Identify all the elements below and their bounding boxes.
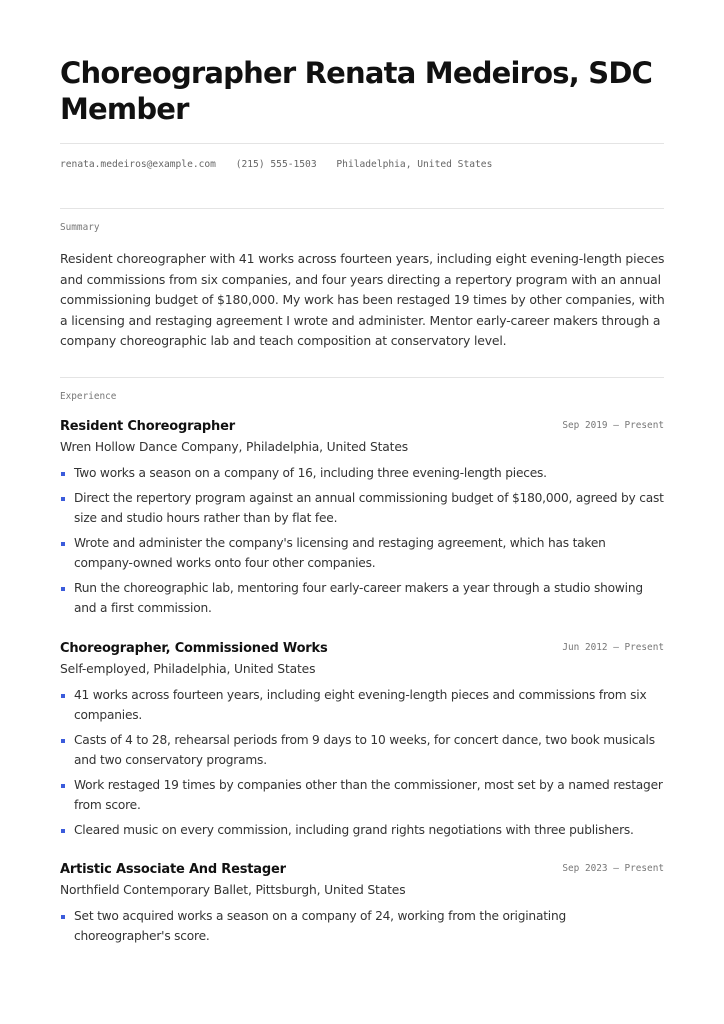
bullet-item: Set two acquired works a season on a company of 24, working from the originating choreographer's score. bbox=[60, 906, 664, 946]
summary-divider bbox=[60, 377, 664, 378]
job-dates: Sep 2019 — Present bbox=[562, 420, 664, 431]
contact-divider bbox=[60, 208, 664, 209]
job-title: Resident Choreographer bbox=[60, 419, 235, 434]
job-organization: Self-employed, Philadelphia, United States bbox=[60, 662, 316, 676]
bullet-item: Two works a season on a company of 16, including three evening-length pieces. bbox=[60, 463, 664, 483]
experience-section-label: Experience bbox=[60, 391, 117, 402]
summary-section-label: Summary bbox=[60, 222, 100, 233]
bullet-item: Direct the repertory program against an annual commissioning budget of $180,000, agreed by cast size and studio hours rather than by flat fee. bbox=[60, 488, 664, 528]
bullet-item: Wrote and administer the company's licensing and restaging agreement, which has taken company-owned works onto four other companies. bbox=[60, 533, 664, 573]
job-entry bbox=[60, 860, 664, 951]
bullet-item: 41 works across fourteen years, including eight evening-length pieces and commissions from six companies. bbox=[60, 685, 664, 725]
job-dates: Jun 2012 — Present bbox=[562, 642, 664, 653]
job-title: Artistic Associate And Restager bbox=[60, 862, 286, 877]
summary-text: Resident choreographer with 41 works across fourteen years, including eight evening-length pieces and commissions from six companies, and four years directing a repertory program with an annual commissioning budget of $180,000. My work has been restaged 19 times by other companies, with a licensing and restaging agreement I wrote and administer. Mentor early-career makers through a company choreographic lab and teach composition at conservatory level. bbox=[60, 251, 665, 348]
bullet-item: Casts of 4 to 28, rehearsal periods from 9 days to 10 weeks, for concert dance, two book musicals and two conservatory programs. bbox=[60, 730, 664, 770]
job-bullets bbox=[60, 906, 664, 946]
bullet-item: Cleared music on every commission, including grand rights negotiations with three publishers. bbox=[60, 820, 664, 840]
job-bullets bbox=[60, 463, 664, 618]
job-organization: Wren Hollow Dance Company, Philadelphia, United States bbox=[60, 440, 409, 454]
bullet-item: Work restaged 19 times by companies other than the commissioner, most set by a named restager from score. bbox=[60, 775, 664, 815]
location-text: Philadelphia, United States bbox=[336, 159, 493, 170]
contact-line bbox=[60, 159, 664, 170]
candidate-name: Choreographer Renata Medeiros, SDC Member bbox=[60, 56, 653, 126]
job-title: Choreographer, Commissioned Works bbox=[60, 641, 328, 656]
job-dates: Sep 2023 — Present bbox=[562, 863, 664, 874]
header-divider bbox=[60, 143, 664, 144]
email-text: renata.medeiros@example.com bbox=[60, 159, 216, 170]
job-bullets bbox=[60, 685, 664, 840]
job-organization: Northfield Contemporary Ballet, Pittsburgh, United States bbox=[60, 883, 406, 897]
job-entry bbox=[60, 639, 664, 845]
phone-text: (215) 555-1503 bbox=[235, 159, 317, 170]
bullet-item: Run the choreographic lab, mentoring four early-career makers a year through a studio showing and a first commission. bbox=[60, 578, 664, 618]
job-entry bbox=[60, 417, 664, 623]
